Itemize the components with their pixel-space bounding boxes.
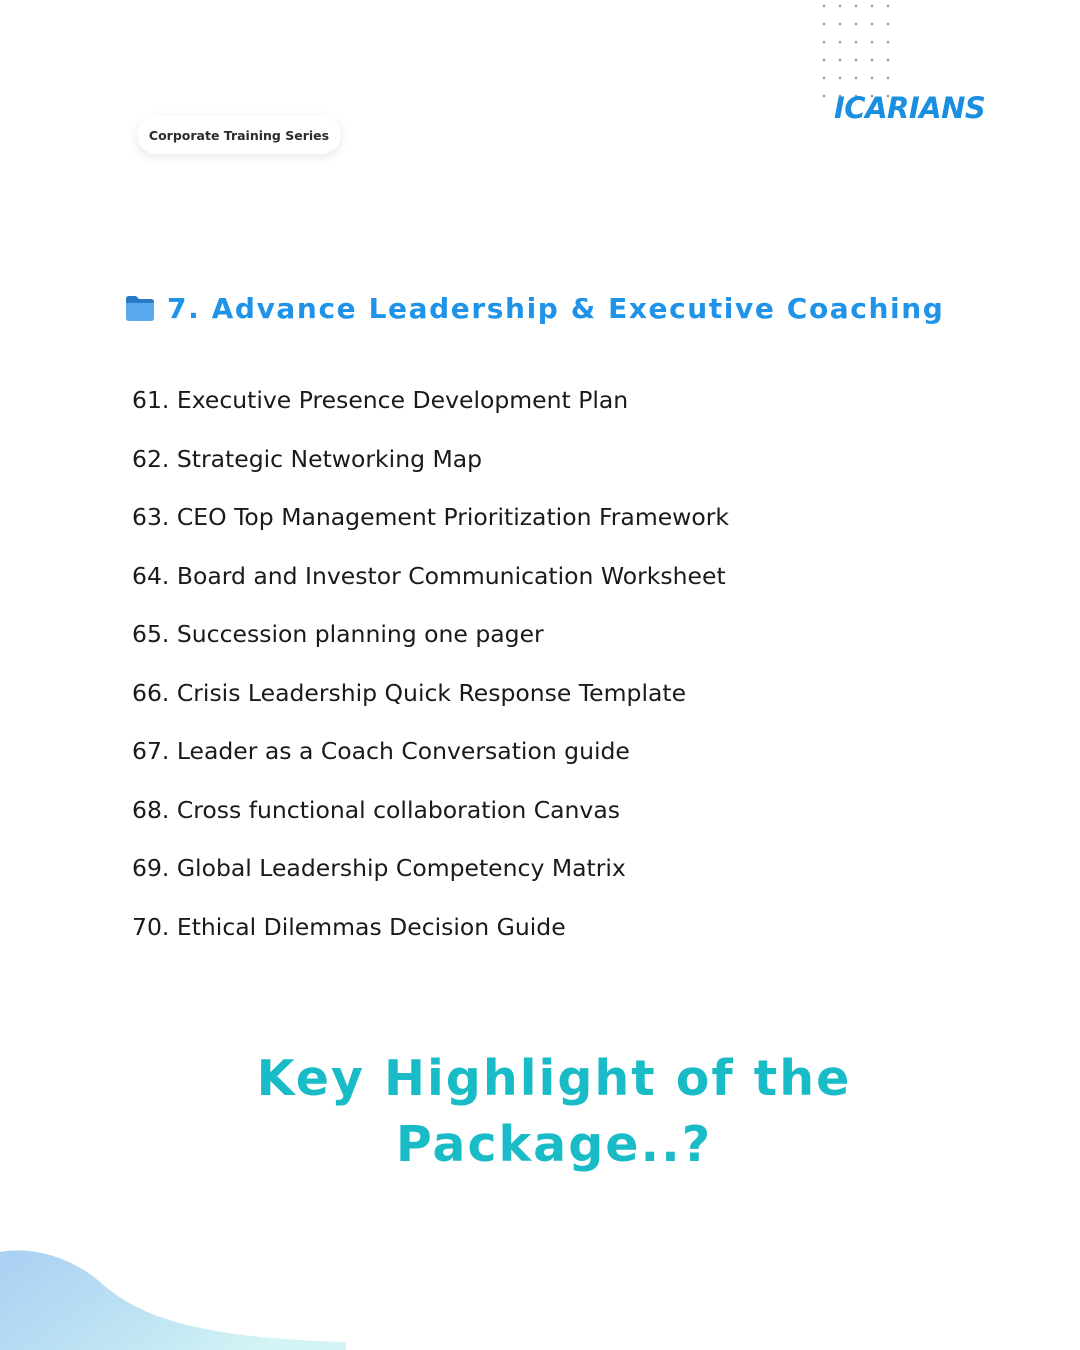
decorative-wave: [0, 1238, 360, 1350]
list-item: 66. Crisis Leadership Quick Response Template: [132, 678, 687, 707]
icarians-logo: [834, 90, 984, 126]
list-item: 69. Global Leadership Competency Matrix: [132, 854, 626, 882]
list-item: 65. Succession planning one pager: [132, 620, 544, 648]
list-item: 64. Board and Investor Communication Worksheet: [132, 561, 726, 590]
folder-icon: [124, 294, 156, 322]
list-item: 63. CEO Top Management Prioritization Framework: [132, 503, 730, 531]
list-item: 67. Leader as a Coach Conversation guide: [132, 737, 630, 765]
resource-list: [132, 382, 729, 967]
key-highlight-line-1: Key Highlight of the: [256, 1050, 852, 1107]
logo-text: ICARIANS: [834, 91, 986, 125]
section-heading: [124, 286, 944, 330]
section-title: 7. Advance Leadership & Executive Coaching: [167, 291, 945, 325]
decorative-dot-grid: [818, 0, 898, 100]
list-item: 68. Cross functional collaboration Canvas: [132, 795, 620, 824]
list-item: 61. Executive Presence Development Plan: [132, 386, 629, 414]
list-item: 62. Strategic Networking Map: [132, 444, 483, 473]
badge-label: Corporate Training Series: [148, 127, 330, 143]
list-item: 70. Ethical Dilemmas Decision Guide: [132, 912, 566, 941]
key-highlight-line-2: Package..?: [395, 1116, 713, 1173]
corporate-training-series-badge: [137, 116, 341, 154]
key-highlight-heading: [0, 1046, 1080, 1178]
